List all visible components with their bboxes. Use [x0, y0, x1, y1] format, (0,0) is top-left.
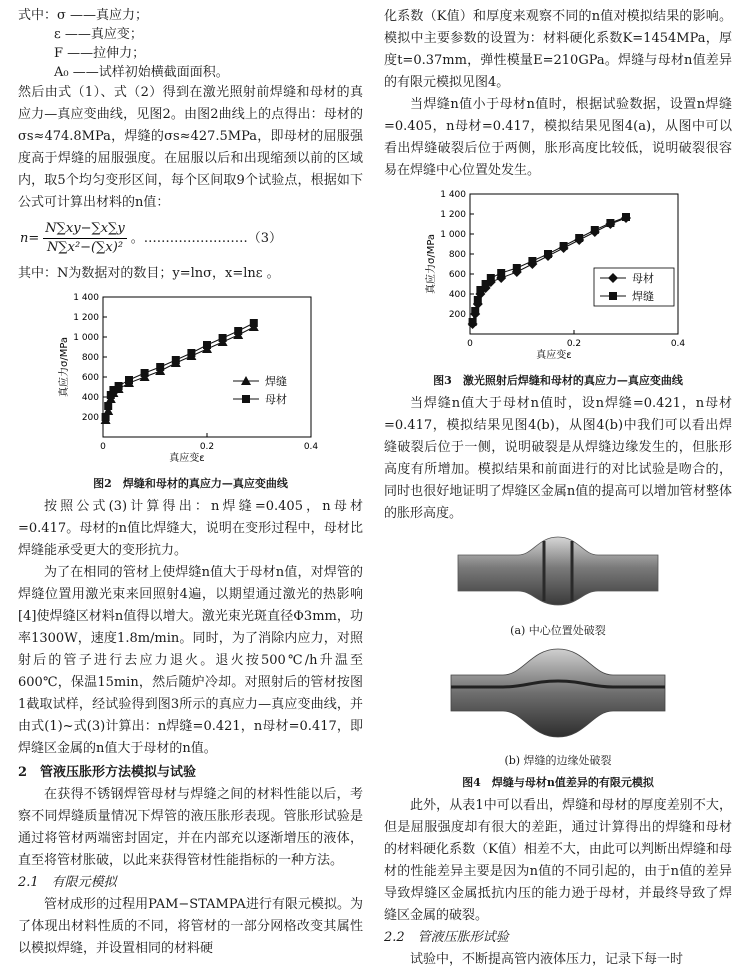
variable-definitions — [18, 6, 363, 82]
paragraph: 按照公式(3)计算得出：n焊缝=0.405，n母材=0.417。母材的n值比焊缝大，说明在变形过程中，母材比焊缝能承受更大的变形抗力。 — [18, 499, 363, 558]
y-tick-label: 1 400 — [72, 293, 99, 303]
figure-4a — [384, 529, 732, 619]
data-point — [487, 274, 495, 282]
data-point — [606, 219, 614, 227]
data-point — [171, 356, 179, 364]
figure-2-caption: 图2 焊缝和母材的真应力—真应变曲线 — [93, 477, 288, 490]
paragraph: 管材成形的过程用PAM−STAMPA进行有限元模拟。为了体现出材料性质的不同，将管材的一部分网格改变其属性以模拟焊缝，并设置相同的材料硬 — [18, 897, 363, 956]
figure-2-chart — [41, 289, 341, 464]
figure-4a-tube-simulation — [448, 529, 668, 611]
y-tick-label: 800 — [448, 250, 466, 260]
formula-fraction — [43, 220, 126, 257]
left-column — [18, 6, 363, 960]
y-axis-label: 真应力σ/MPa — [426, 233, 437, 295]
data-point — [497, 269, 505, 277]
y-tick-label: 400 — [81, 393, 99, 403]
data-point — [114, 382, 122, 390]
y-tick-label: 200 — [81, 413, 99, 423]
legend-marker — [608, 273, 618, 283]
plot-frame — [470, 194, 678, 334]
plot-frame — [103, 297, 311, 437]
data-point — [471, 307, 479, 315]
y-tick-label: 1 200 — [440, 210, 466, 220]
y-tick-label: 1 200 — [72, 313, 99, 323]
paragraph: 当焊缝n值小于母材n值时，根据试验数据，设置n焊缝=0.405，n母材=0.417，模拟结果见图4(a)，从图中可以看出焊缝破裂后位于两侧，胀形高度比较低，说明破裂很容易在焊缝中心位置处发生。 — [384, 97, 732, 178]
section-heading: 2 管液压胀形方法模拟与试验 — [18, 765, 197, 780]
paragraph: 其中：N为数据对的数目；y=lnσ，x=lnε 。 — [18, 266, 280, 281]
series-line — [473, 218, 626, 324]
paragraph: 当焊缝n值大于母材n值时，设n焊缝=0.421，n母材=0.417，模拟结果见图4(b)，从图4(b)中我们可以看出焊缝破裂后位于一侧，说明破裂是从焊缝边缘发生的，但胀形高度有所增加。模拟结果和前面进行的对比试验是吻合的，同时也很好地证明了焊缝区金属n值的提高可以增加管材整体的胀形高度。 — [384, 396, 732, 521]
data-point — [513, 264, 521, 272]
legend-label: 焊缝 — [264, 375, 287, 388]
data-point — [140, 369, 148, 377]
data-point — [591, 226, 599, 234]
data-point — [249, 319, 257, 327]
figure-4b-tube-simulation — [443, 645, 673, 741]
figure-4-caption: 图4 焊缝与母材n值差异的有限元模拟 — [462, 776, 654, 789]
y-tick-label: 200 — [448, 310, 466, 320]
figure-3-caption: 图3 激光照射后焊缝和母材的真应力—真应变曲线 — [433, 374, 683, 387]
figure-4b-caption: (b) 焊缝的边缘处破裂 — [504, 754, 612, 767]
y-tick-label: 400 — [448, 290, 466, 300]
def-force: F ——拉伸力； — [54, 46, 146, 61]
figure-4a-caption: (a) 中心位置处破裂 — [510, 624, 606, 637]
x-tick-label: 0.4 — [303, 442, 318, 452]
paragraph: 在获得不锈钢焊管母材与焊缝之间的材料性能以后，考察不同焊缝质量情况下焊管的液压胀形表现。管胀形试验是通过将管材两端密封固定，并在内部充以逐渐增压的液体，直至将管材胀破，以此来获得管材性能指标的一种方法。 — [18, 787, 363, 868]
data-point — [234, 327, 242, 335]
right-column — [384, 6, 732, 971]
data-point — [187, 349, 195, 357]
y-tick-label: 1 000 — [440, 230, 466, 240]
paragraph: 化系数（K值）和厚度来观察不同的n值对模拟结果的影响。模拟中主要参数的设置为：材料硬化系数K=1454MPa，厚度t=0.37mm，弹性模量E=210GPa。焊缝与母材n值差异的有限元模拟见图4。 — [384, 9, 732, 90]
y-axis-label: 真应力σ/MPa — [58, 336, 70, 398]
data-point — [156, 363, 164, 371]
data-point — [622, 213, 630, 221]
y-tick-label: 600 — [81, 373, 99, 383]
figure-4b — [384, 645, 732, 749]
legend-marker — [242, 395, 250, 403]
series-line — [105, 327, 253, 420]
data-point — [125, 376, 133, 384]
def-area: A₀ ——试样初始横截面面积。 — [54, 65, 229, 80]
x-tick-label: 0 — [99, 442, 106, 452]
formula-denominator: N∑x²−(∑x)² — [46, 240, 124, 255]
data-point — [104, 402, 112, 410]
def-epsilon: ε ——真应变； — [54, 27, 143, 42]
figure-2 — [18, 289, 363, 472]
formula-lhs: n= — [20, 230, 40, 246]
data-point — [469, 318, 477, 326]
subsection-heading: 2.2 管液压胀形试验 — [384, 930, 509, 945]
data-point — [575, 234, 583, 242]
data-point — [528, 257, 536, 265]
formula-n-value — [20, 220, 363, 257]
figure-3-chart — [408, 186, 708, 361]
data-point — [218, 334, 226, 342]
subsection-heading: 2.1 有限元模拟 — [18, 875, 117, 890]
data-point — [101, 413, 109, 421]
x-axis-label: 真应变ε — [536, 350, 572, 361]
x-tick-label: 0.2 — [199, 442, 214, 452]
x-tick-label: 0 — [467, 339, 473, 349]
y-tick-label: 1 400 — [440, 190, 466, 200]
paragraph: 试验中，不断提高管内液体压力，记录下每一时 — [410, 952, 684, 967]
data-point — [560, 242, 568, 250]
data-point — [203, 341, 211, 349]
data-point — [544, 250, 552, 258]
paragraph: 此外，从表1中可以看出，焊缝和母材的厚度差别不大，但是屈服强度却有很大的差距，通过计算得出的焊缝和母材的材料硬化系数（K值）相差不大，由此可以判断出焊缝和母材的性能差异主要是因为n值的不同引起的，由于n值的差异导致焊缝区金属抵抗内压的能力逊于母材，并最终导致了焊缝区金属的破裂。 — [384, 798, 732, 923]
y-tick-label: 800 — [81, 353, 99, 363]
x-tick-label: 0.4 — [670, 339, 686, 349]
legend-label: 焊缝 — [632, 290, 654, 303]
data-point — [474, 296, 482, 304]
figure-3 — [384, 186, 732, 369]
formula-numerator: N∑xy−∑x∑y — [43, 220, 126, 239]
y-tick-label: 1 000 — [72, 333, 99, 343]
paragraph: 然后由式（1）、式（2）得到在激光照射前焊缝和母材的真应力—真应变曲线，见图2。由图2曲线上的点得出：母材的σs≈474.8MPa，焊缝的σs≈427.5MPa，即母材的屈服强度高于焊缝的屈服强度。在屈服以后和出现缩颈以前的区域内，取5个均匀变形区间，每个区间取9个试验点，根据如下公式可计算出材料的n值： — [18, 85, 363, 210]
paragraph: 为了在相同的管材上使焊缝n值大于母材n值，对焊管的焊缝位置用激光束来回照射4遍，以期望通过激光的热影响[4]使焊缝区材料n值得以增大。激光束光斑直径Φ3mm，功率1300W，速度1.8m/min。同时，为了消除内应力，对照射后的管子进行去应力退火。退火按500℃/h升温至600℃，保温15min，然后随炉冷却。对照射后的管材按图1截取试样，经试验得到图3所示的真应力—真应变曲线，并由式(1)~式(3)计算出：n焊缝=0.421，n母材=0.417，即焊缝区金属的n值大于母材的n值。 — [18, 565, 363, 756]
legend-label: 母材 — [264, 393, 287, 406]
def-sigma: 式中：σ ——真应力； — [18, 8, 149, 23]
formula-tag: 。……………………（3） — [130, 230, 283, 246]
legend-marker — [609, 292, 617, 300]
x-tick-label: 0.2 — [566, 339, 582, 349]
legend-label: 母材 — [632, 272, 654, 285]
y-tick-label: 600 — [448, 270, 466, 280]
series-line — [105, 323, 253, 417]
x-axis-label: 真应变ε — [168, 453, 205, 464]
